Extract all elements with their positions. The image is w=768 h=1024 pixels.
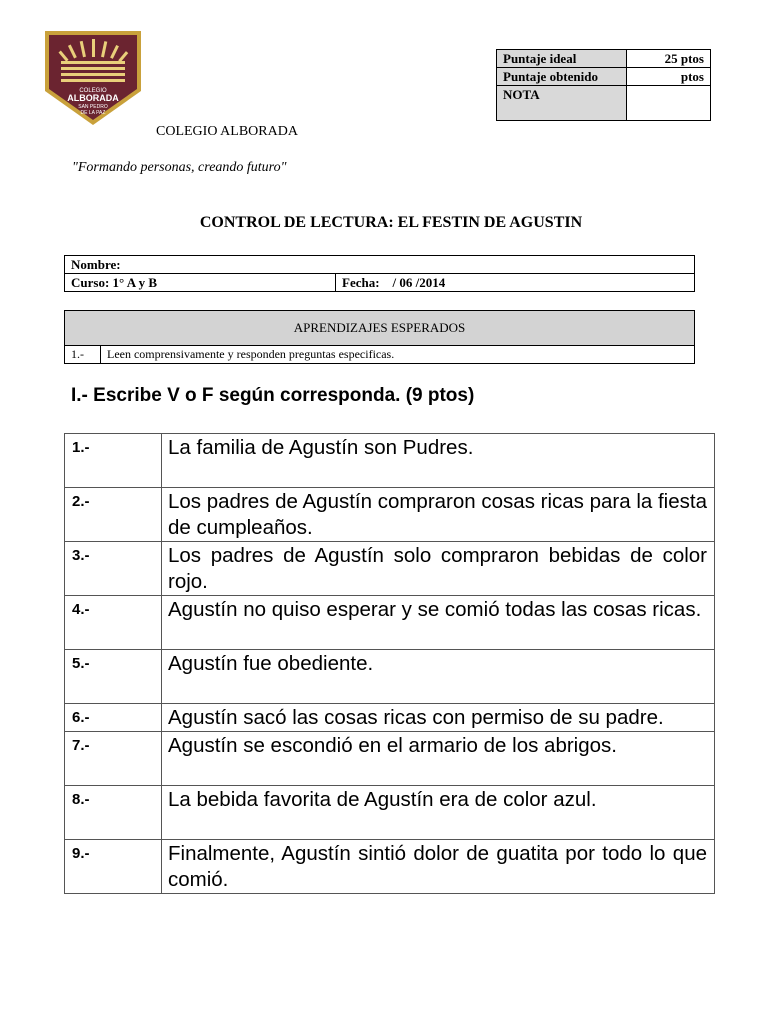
question-row	[65, 542, 715, 596]
logo-text-alborada: ALBORADA	[67, 93, 119, 103]
document-title: CONTROL DE LECTURA: EL FESTIN DE AGUSTIN	[199, 214, 583, 231]
section-heading: I.- Escribe V o F según corresponda. (9 ptos)	[71, 385, 475, 406]
learning-row	[65, 346, 695, 364]
fecha-field[interactable]	[336, 274, 695, 292]
question-text: La familia de Agustín son Pudres.	[162, 434, 715, 488]
question-row	[65, 650, 715, 704]
question-row	[65, 786, 715, 840]
question-text: Agustín se escondió en el armario de los abrigos.	[162, 732, 715, 786]
curso-cell	[65, 274, 336, 292]
learning-text: Leen comprensivamente y responden preguntas especificas.	[101, 346, 695, 364]
logo-text-de-la-paz: DE LA PAZ	[80, 110, 106, 116]
score-label: Puntaje obtenido	[497, 68, 627, 86]
question-text: Los padres de Agustín compraron cosas ricas para la fiesta de cumpleaños.	[162, 488, 715, 542]
school-logo	[43, 29, 143, 127]
question-text: La bebida favorita de Agustín era de color azul.	[162, 786, 715, 840]
learning-objectives-table	[64, 310, 695, 364]
learning-num: 1.-	[65, 346, 101, 364]
question-text: Finalmente, Agustín sintió dolor de guatita por todo lo que comió.	[162, 840, 715, 894]
question-row	[65, 434, 715, 488]
question-text: Agustín fue obediente.	[162, 650, 715, 704]
student-info-table	[64, 255, 695, 292]
question-number: 2.-	[65, 488, 162, 542]
score-label: NOTA	[497, 86, 627, 121]
score-value[interactable]: ptos	[627, 68, 711, 86]
fecha-value: / 06 /2014	[392, 275, 446, 290]
score-box	[496, 49, 711, 121]
question-number: 7.-	[65, 732, 162, 786]
score-row-nota	[497, 86, 711, 121]
question-number: 9.-	[65, 840, 162, 894]
curso-label: Curso: 1° A y B	[71, 275, 158, 290]
question-number: 1.-	[65, 434, 162, 488]
fecha-label: Fecha:	[342, 275, 380, 290]
question-number: 4.-	[65, 596, 162, 650]
question-row	[65, 732, 715, 786]
question-text: Agustín no quiso esperar y se comió todas las cosas ricas.	[162, 596, 715, 650]
school-name: COLEGIO ALBORADA	[156, 124, 298, 139]
score-row-ideal	[497, 50, 711, 68]
nota-field[interactable]	[627, 86, 711, 121]
score-value: 25 ptos	[627, 50, 711, 68]
question-number: 8.-	[65, 786, 162, 840]
score-label: Puntaje ideal	[497, 50, 627, 68]
question-text: Agustín sacó las cosas ricas con permiso de su padre.	[162, 704, 715, 732]
logo-text-colegio: COLEGIO	[79, 88, 107, 94]
nombre-field[interactable]	[65, 256, 695, 274]
question-row	[65, 488, 715, 542]
question-number: 5.-	[65, 650, 162, 704]
questions-table	[64, 433, 715, 894]
question-row	[65, 596, 715, 650]
score-row-obtenido	[497, 68, 711, 86]
learning-header: APRENDIZAJES ESPERADOS	[65, 311, 695, 346]
logo-text-san-pedro: SAN PEDRO	[78, 104, 108, 110]
question-text: Los padres de Agustín solo compraron bebidas de color rojo.	[162, 542, 715, 596]
question-number: 6.-	[65, 704, 162, 732]
question-number: 3.-	[65, 542, 162, 596]
question-row	[65, 704, 715, 732]
question-row	[65, 840, 715, 894]
school-motto: "Formando personas, creando futuro"	[72, 160, 287, 175]
nombre-label: Nombre:	[71, 257, 121, 272]
